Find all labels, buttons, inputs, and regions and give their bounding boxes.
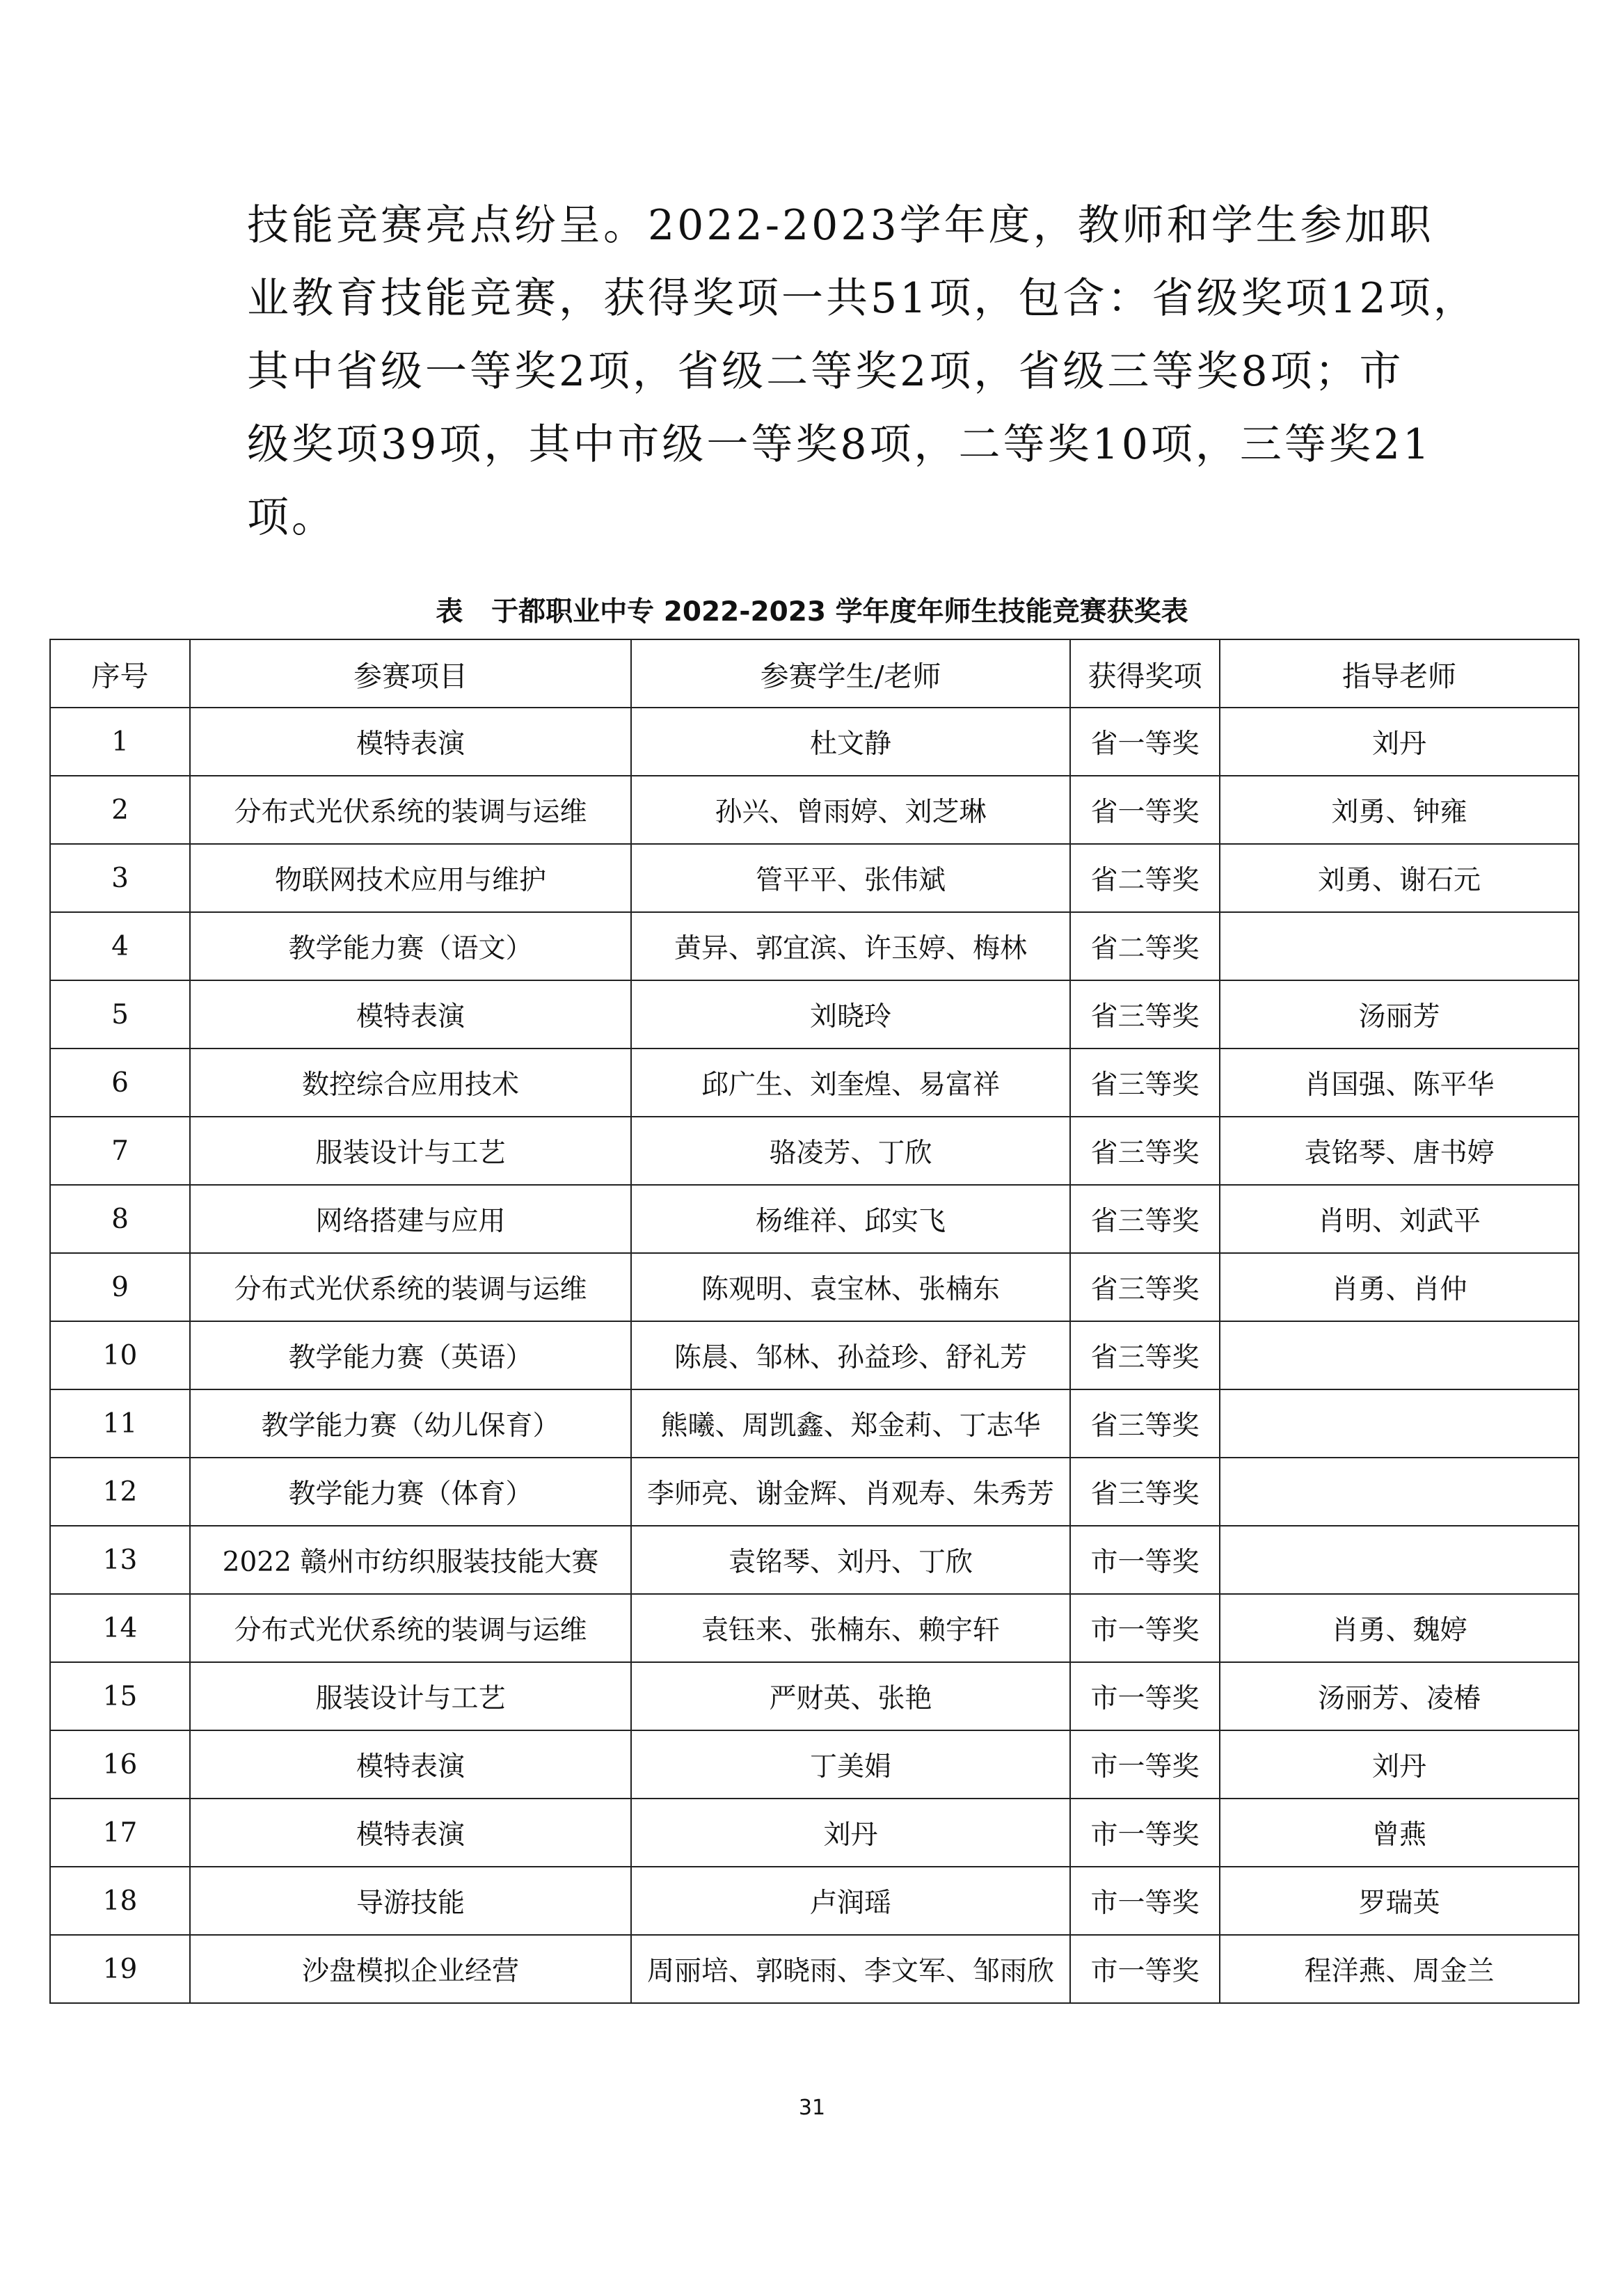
cell-serial-number: 17 [50,1799,190,1867]
table-row [50,980,1579,1049]
paragraph-line: 技能竞赛亮点纷呈。2022-2023学年度，教师和学生参加职 [247,201,1434,250]
cell-competition-item: 教学能力赛（体育） [190,1458,631,1526]
cell-serial-number: 14 [50,1594,190,1662]
cell-instructor: 肖明、刘武平 [1220,1185,1579,1253]
cell-instructor: 汤丽芳 [1220,980,1579,1049]
paragraph-line: 项。 [247,493,336,542]
cell-instructor: 程洋燕、周金兰 [1220,1935,1579,2003]
cell-award: 省三等奖 [1070,1117,1220,1185]
cell-participants: 管平平、张伟斌 [631,844,1070,912]
cell-instructor: 汤丽芳、凌椿 [1220,1662,1579,1730]
cell-competition-item: 教学能力赛（语文） [190,912,631,980]
header-award: 获得奖项 [1070,639,1220,708]
cell-instructor: 袁铭琴、唐书婷 [1220,1117,1579,1185]
cell-award: 省三等奖 [1070,1389,1220,1458]
cell-award: 省三等奖 [1070,1458,1220,1526]
cell-competition-item: 分布式光伏系统的装调与运维 [190,1594,631,1662]
table-row [50,1662,1579,1730]
cell-award: 市一等奖 [1070,1526,1220,1594]
cell-instructor [1220,1321,1579,1389]
cell-participants: 袁铭琴、刘丹、丁欣 [631,1526,1070,1594]
table-row [50,1253,1579,1321]
cell-instructor [1220,912,1579,980]
table-row [50,776,1579,844]
cell-serial-number: 2 [50,776,190,844]
cell-award: 市一等奖 [1070,1867,1220,1935]
cell-instructor: 刘勇、钟雍 [1220,776,1579,844]
cell-award: 省三等奖 [1070,1185,1220,1253]
cell-participants: 骆凌芳、丁欣 [631,1117,1070,1185]
cell-instructor: 曾燕 [1220,1799,1579,1867]
cell-award: 省二等奖 [1070,912,1220,980]
cell-competition-item: 模特表演 [190,1730,631,1799]
cell-award: 省三等奖 [1070,1049,1220,1117]
cell-serial-number: 3 [50,844,190,912]
cell-participants: 杨维祥、邱实飞 [631,1185,1070,1253]
table-row [50,1935,1579,2003]
cell-award: 市一等奖 [1070,1935,1220,2003]
cell-competition-item: 教学能力赛（幼儿保育） [190,1389,631,1458]
cell-award: 省三等奖 [1070,980,1220,1049]
cell-serial-number: 19 [50,1935,190,2003]
cell-serial-number: 12 [50,1458,190,1526]
cell-participants: 孙兴、曾雨婷、刘芝琳 [631,776,1070,844]
table-row [50,912,1579,980]
cell-award: 省一等奖 [1070,708,1220,776]
cell-participants: 严财英、张艳 [631,1662,1070,1730]
cell-participants: 陈晨、邹林、孙益珍、舒礼芳 [631,1321,1070,1389]
cell-instructor: 肖勇、肖仲 [1220,1253,1579,1321]
awards-table [49,639,1579,2004]
cell-participants: 杜文静 [631,708,1070,776]
cell-serial-number: 16 [50,1730,190,1799]
cell-instructor: 刘丹 [1220,708,1579,776]
cell-serial-number: 8 [50,1185,190,1253]
cell-award: 省二等奖 [1070,844,1220,912]
cell-serial-number: 13 [50,1526,190,1594]
cell-participants: 邱广生、刘奎煌、易富祥 [631,1049,1070,1117]
table-row [50,1867,1579,1935]
table-row [50,708,1579,776]
cell-award: 省一等奖 [1070,776,1220,844]
cell-award: 省三等奖 [1070,1253,1220,1321]
table-row [50,1389,1579,1458]
cell-serial-number: 11 [50,1389,190,1458]
cell-participants: 周丽培、郭晓雨、李文军、邹雨欣 [631,1935,1070,2003]
cell-participants: 熊曦、周凯鑫、郑金莉、丁志华 [631,1389,1070,1458]
cell-serial-number: 6 [50,1049,190,1117]
header-serial-number: 序号 [50,639,190,708]
table-row [50,1321,1579,1389]
cell-competition-item: 模特表演 [190,1799,631,1867]
cell-award: 市一等奖 [1070,1799,1220,1867]
table-row [50,1594,1579,1662]
cell-instructor: 刘勇、谢石元 [1220,844,1579,912]
table-row [50,1730,1579,1799]
cell-instructor [1220,1526,1579,1594]
cell-competition-item: 模特表演 [190,980,631,1049]
cell-participants: 黄异、郭宜滨、许玉婷、梅林 [631,912,1070,980]
cell-instructor: 罗瑞英 [1220,1867,1579,1935]
cell-competition-item: 网络搭建与应用 [190,1185,631,1253]
body-paragraph [247,189,1478,555]
table-row [50,1458,1579,1526]
cell-participants: 刘丹 [631,1799,1070,1867]
cell-serial-number: 1 [50,708,190,776]
table-row [50,1799,1579,1867]
table-row [50,1049,1579,1117]
cell-competition-item: 2022 赣州市纺织服装技能大赛 [190,1526,631,1594]
table-row [50,1526,1579,1594]
header-instructor: 指导老师 [1220,639,1579,708]
cell-award: 省三等奖 [1070,1321,1220,1389]
cell-serial-number: 5 [50,980,190,1049]
paragraph-line: 其中省级一等奖2项，省级二等奖2项，省级三等奖8项；市 [247,347,1404,396]
cell-participants: 袁钰来、张楠东、赖宇轩 [631,1594,1070,1662]
cell-instructor [1220,1458,1579,1526]
cell-instructor: 肖勇、魏婷 [1220,1594,1579,1662]
cell-participants: 陈观明、袁宝林、张楠东 [631,1253,1070,1321]
cell-participants: 李师亮、谢金辉、肖观寿、朱秀芳 [631,1458,1070,1526]
table-row [50,844,1579,912]
cell-award: 市一等奖 [1070,1594,1220,1662]
cell-competition-item: 服装设计与工艺 [190,1117,631,1185]
table-header-row [50,639,1579,708]
table-row [50,1117,1579,1185]
cell-competition-item: 分布式光伏系统的装调与运维 [190,1253,631,1321]
cell-competition-item: 物联网技术应用与维护 [190,844,631,912]
cell-serial-number: 18 [50,1867,190,1935]
cell-participants: 卢润瑶 [631,1867,1070,1935]
paragraph-line: 业教育技能竞赛，获得奖项一共51项，包含：省级奖项12项， [247,274,1478,323]
cell-instructor: 刘丹 [1220,1730,1579,1799]
cell-competition-item: 模特表演 [190,708,631,776]
cell-instructor: 肖国强、陈平华 [1220,1049,1579,1117]
table-caption: 表 于都职业中专 2022-2023 学年度年师生技能竞赛获奖表 [436,596,1188,628]
paragraph-line: 级奖项39项，其中市级一等奖8项，二等奖10项，三等奖21 [247,420,1433,469]
cell-participants: 刘晓玲 [631,980,1070,1049]
table-row [50,1185,1579,1253]
cell-competition-item: 导游技能 [190,1867,631,1935]
cell-competition-item: 分布式光伏系统的装调与运维 [190,776,631,844]
cell-instructor [1220,1389,1579,1458]
cell-serial-number: 4 [50,912,190,980]
header-participants: 参赛学生/老师 [631,639,1070,708]
header-competition-item: 参赛项目 [190,639,631,708]
table-body [50,708,1579,2003]
cell-award: 市一等奖 [1070,1662,1220,1730]
cell-serial-number: 15 [50,1662,190,1730]
cell-competition-item: 数控综合应用技术 [190,1049,631,1117]
cell-serial-number: 10 [50,1321,190,1389]
page-number: 31 [798,2096,826,2120]
cell-serial-number: 9 [50,1253,190,1321]
cell-serial-number: 7 [50,1117,190,1185]
cell-competition-item: 沙盘模拟企业经营 [190,1935,631,2003]
cell-participants: 丁美娟 [631,1730,1070,1799]
cell-award: 市一等奖 [1070,1730,1220,1799]
cell-competition-item: 教学能力赛（英语） [190,1321,631,1389]
cell-competition-item: 服装设计与工艺 [190,1662,631,1730]
